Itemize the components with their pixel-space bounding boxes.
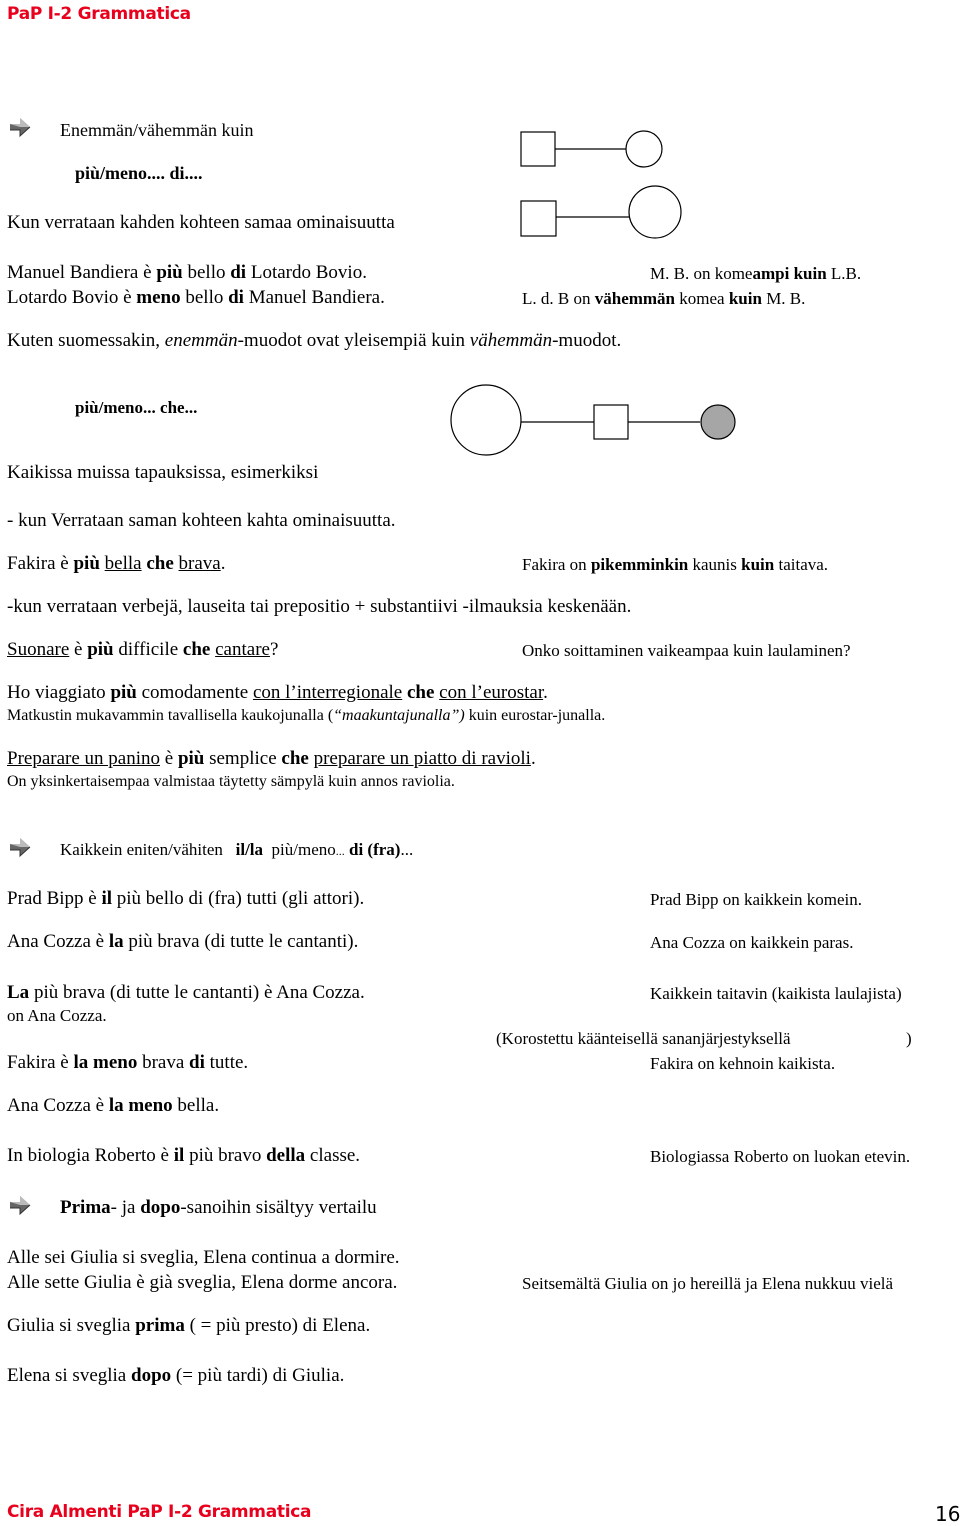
section4-heading: Prima- ja dopo-sanoihin sisältyy vertailu — [60, 1197, 377, 1218]
arrow-bullet-icon — [8, 116, 32, 138]
section1-translation2: L. d. B on vähemmän komea kuin M. B. — [522, 289, 806, 308]
section3-example2: Ana Cozza è la più brava (di tutte le cantanti). — [7, 931, 359, 952]
section4-example2: Alle sette Giulia è già sveglia, Elena dorme ancora. — [7, 1272, 398, 1293]
section1-example2: Lotardo Bovio è meno bello di Manuel Bandiera. — [7, 287, 385, 308]
square-shape — [594, 405, 628, 439]
square-shape — [521, 201, 556, 236]
section4-example1: Alle sei Giulia si sveglia, Elena continua a dormire. — [7, 1247, 400, 1268]
section3-translation6: Biologiassa Roberto on luokan etevin. — [650, 1147, 911, 1166]
large-circle-shape — [451, 385, 521, 455]
section2-example1: Fakira è più bella che brava. — [7, 553, 226, 574]
section2-example2: Suonare è più difficile che cantare? — [7, 639, 279, 660]
section2-translation4: On yksinkertaisempaa valmistaa täytetty sämpylä kuin annos raviolia. — [7, 773, 455, 790]
section1-pattern: più/meno.... di.... — [75, 163, 203, 183]
arrow-bullet-icon — [8, 1194, 32, 1216]
section2-translation3: Matkustin mukavammin tavallisella kaukojunalla (“maakuntajunalla”) kuin eurostar-junalla. — [7, 707, 606, 724]
section2-example4: Preparare un panino è più semplice che preparare un piatto di ravioli. — [7, 748, 536, 769]
section3-translation1: Prad Bipp on kaikkein komein. — [650, 890, 863, 909]
diagram1-row2 — [521, 186, 681, 238]
section1-heading: Enemmän/vähemmän kuin — [60, 120, 254, 140]
section3-note: (Korostettu käänteisellä sananjärjestyksellä — [496, 1029, 791, 1048]
section1-example1: Manuel Bandiera è più bello di Lotardo Bovio. — [7, 262, 367, 283]
section3-example5: Ana Cozza è la meno bella. — [7, 1095, 220, 1116]
section2-translation2: Onko soittaminen vaikeampaa kuin laulaminen? — [522, 641, 851, 660]
section3-note-close: ) — [906, 1029, 912, 1048]
section2-case1: - kun Verrataan saman kohteen kahta ominaisuutta. — [7, 510, 396, 531]
section4-translation2: Seitsemältä Giulia on jo hereillä ja Elena nukkuu vielä — [522, 1274, 894, 1293]
section3-translation3: Kaikkein taitavin (kaikista laulajista) — [650, 984, 902, 1003]
section2-case2: -kun verrataan verbejä, lauseita tai prepositio + substantiivi -ilmauksia keskenään. — [7, 596, 632, 617]
section1-intro: Kun verrataan kahden kohteen samaa ominaisuutta — [7, 212, 395, 233]
section2-example3: Ho viaggiato più comodamente con l’interregionale che con l’eurostar. — [7, 682, 548, 703]
page-header-title: PaP I-2 Grammatica — [7, 4, 191, 24]
section1-note: Kuten suomessakin, enemmän-muodot ovat yleisempiä kuin vähemmän-muodot. — [7, 330, 622, 351]
section4-example3: Giulia si sveglia prima ( = più presto) di Elena. — [7, 1315, 371, 1336]
section3-example3: La più brava (di tutte le cantanti) è Ana Cozza. — [7, 982, 365, 1003]
page-number: 16 — [935, 1502, 960, 1526]
gray-circle-shape — [701, 405, 735, 439]
comparison-diagram-2 — [440, 378, 750, 468]
section3-translation4: Fakira on kehnoin kaikista. — [650, 1054, 836, 1073]
diagram1-row1 — [521, 131, 662, 167]
square-shape — [521, 132, 555, 166]
section2-translation1: Fakira on pikemminkin kaunis kuin taitava. — [522, 555, 829, 574]
comparison-diagram-1 — [515, 125, 690, 245]
section3-heading: Kaikkein eniten/vähiten il/la più/meno... di (fra)... — [60, 840, 414, 859]
large-circle-shape — [629, 186, 681, 238]
section3-translation2: Ana Cozza on kaikkein paras. — [650, 933, 854, 952]
section3-translation3-cont: on Ana Cozza. — [7, 1006, 107, 1025]
section1-translation1: M. B. on komeampi kuin L.B. — [650, 264, 862, 283]
section4-example4: Elena si sveglia dopo (= più tardi) di Giulia. — [7, 1365, 345, 1386]
footer-author-course: Cira Almenti PaP I-2 Grammatica — [7, 1502, 312, 1522]
section3-example4: Fakira è la meno brava di tutte. — [7, 1052, 249, 1073]
section2-intro: Kaikissa muissa tapauksissa, esimerkiksi — [7, 462, 319, 483]
small-circle-shape — [626, 131, 662, 167]
arrow-bullet-icon — [8, 836, 32, 858]
section3-example1: Prad Bipp è il più bello di (fra) tutti (gli attori). — [7, 888, 365, 909]
section3-example6: In biologia Roberto è il più bravo della classe. — [7, 1145, 361, 1166]
section2-pattern: più/meno... che... — [75, 398, 198, 417]
